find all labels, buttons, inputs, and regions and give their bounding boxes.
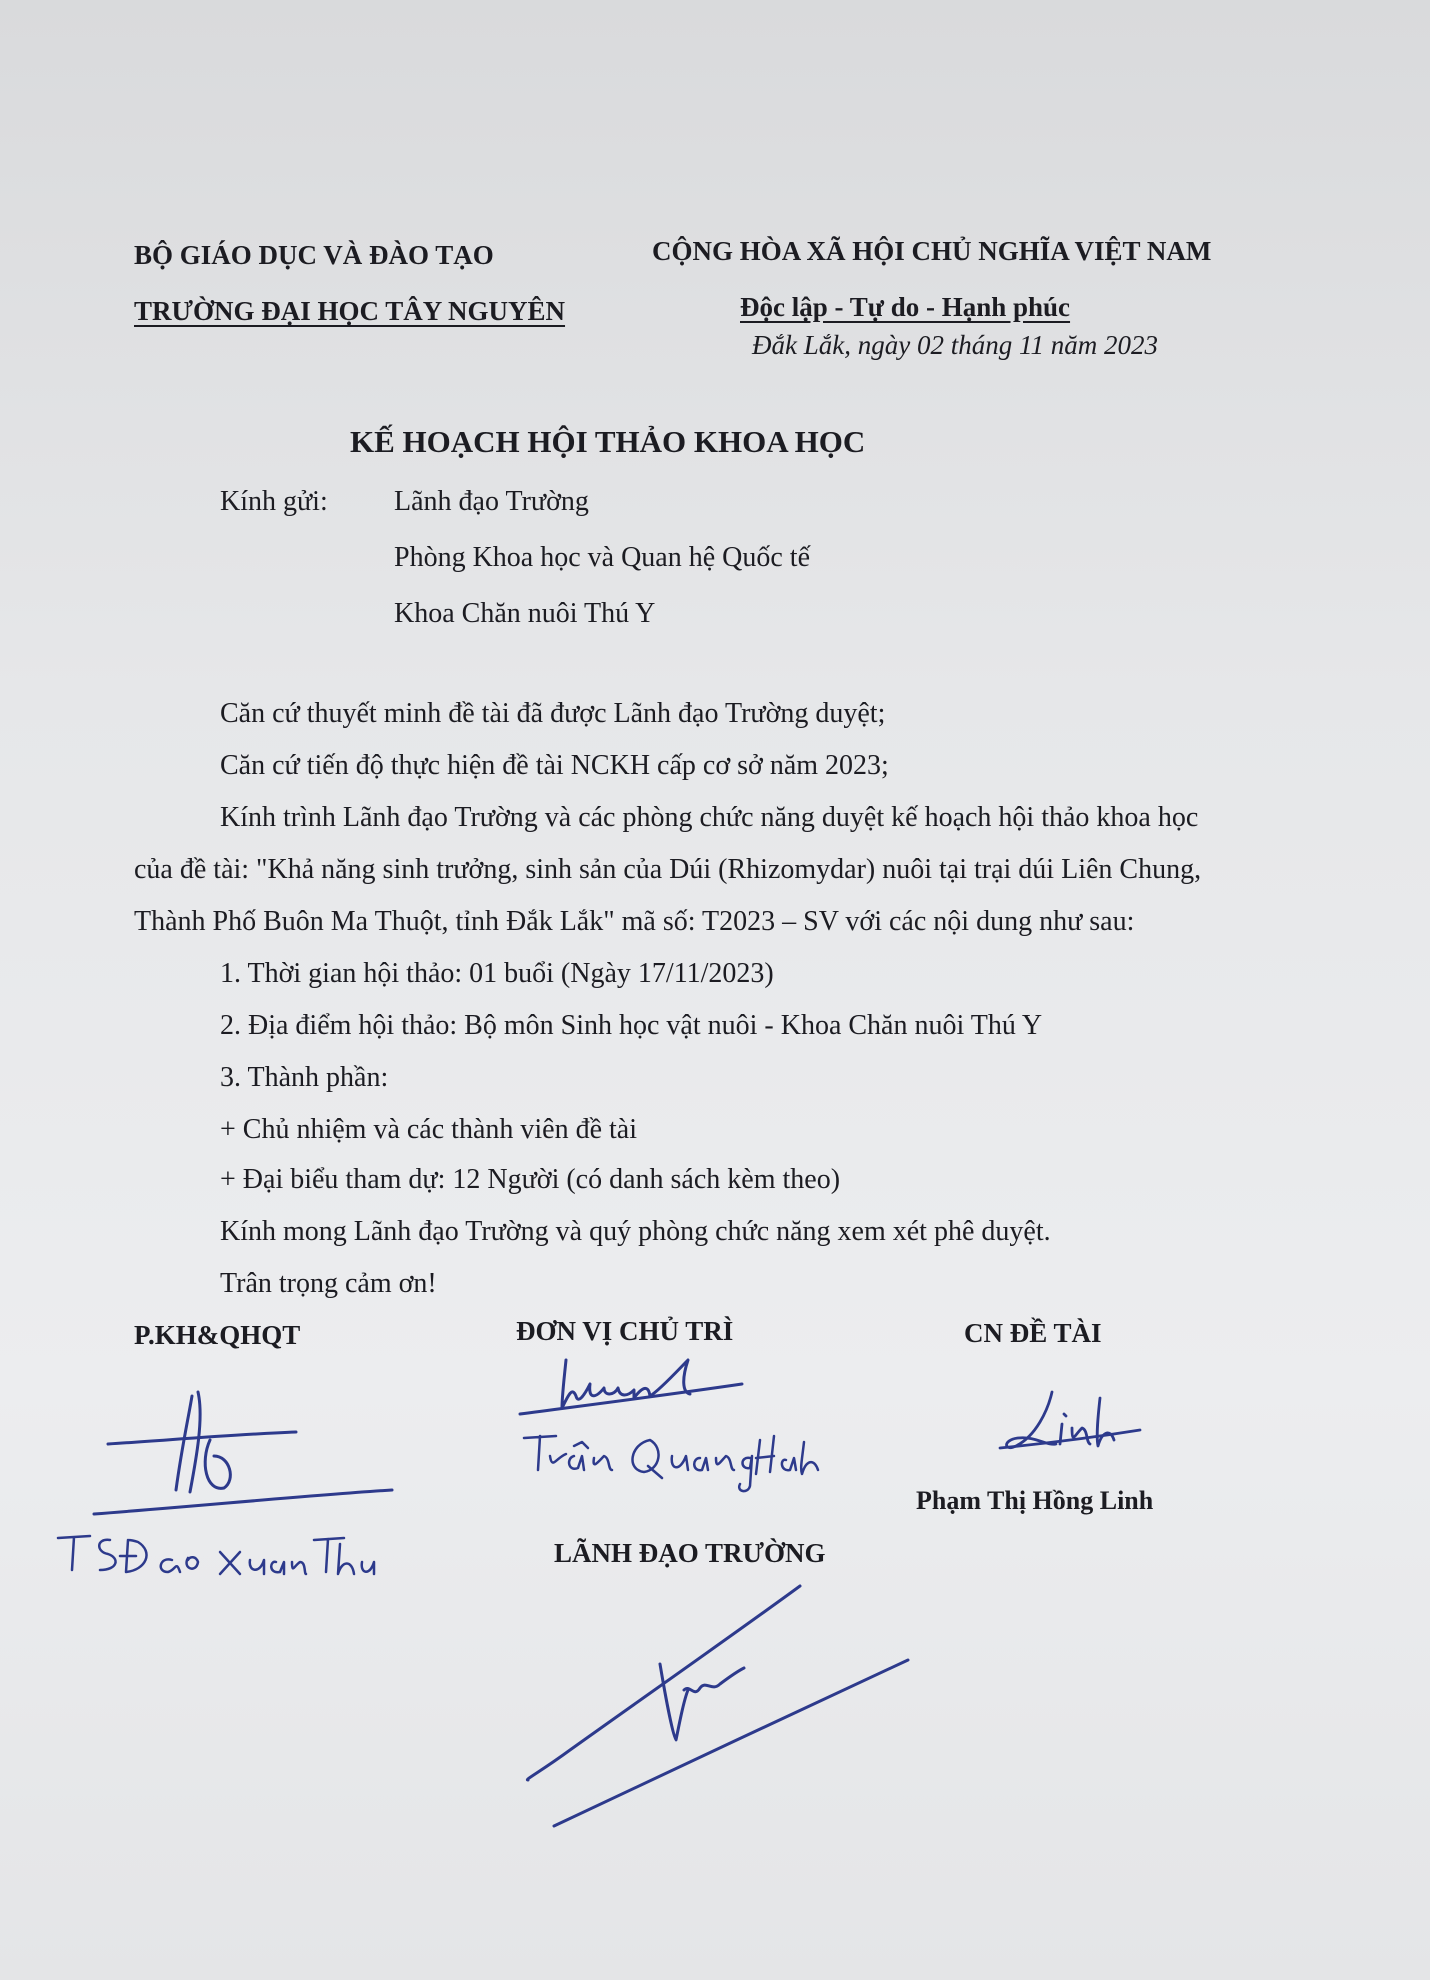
sig-label-science-office: P.KH&QHQT xyxy=(134,1320,301,1350)
basis-line: Căn cứ thuyết minh đề tài đã được Lãnh đạo Trường duyệt; xyxy=(220,698,886,729)
university-name: TRƯỜNG ĐẠI HỌC TÂY NGUYÊN xyxy=(134,296,566,326)
document-title: KẾ HOẠCH HỘI THẢO KHOA HỌC xyxy=(350,424,866,459)
request-paragraph-line: Kính trình Lãnh đạo Trường và các phòng chức năng duyệt kế hoạch hội thảo khoa học xyxy=(220,802,1199,833)
request-paragraph-line: Thành Phố Buôn Ma Thuột, tỉnh Đắk Lắk" mã số: T2023 – SV với các nội dung như sau: xyxy=(134,906,1135,937)
content-subitem: + Đại biểu tham dự: 12 Người (có danh sách kèm theo) xyxy=(220,1164,841,1195)
recipients-label: Kính gửi: xyxy=(220,486,328,517)
sig-label-project-lead: CN ĐỀ TÀI xyxy=(964,1318,1102,1348)
closing-line: Trân trọng cảm ơn! xyxy=(220,1268,437,1299)
request-paragraph-line: của đề tài: "Khả năng sinh trưởng, sinh sản của Dúi (Rhizomydar) nuôi tại trại dúi Liên Chung, xyxy=(134,854,1202,885)
date-line: Đắk Lắk, ngày 02 tháng 11 năm 2023 xyxy=(752,330,1158,360)
content-item: 2. Địa điểm hội thảo: Bộ môn Sinh học vật nuôi - Khoa Chăn nuôi Thú Y xyxy=(220,1010,1043,1041)
sig-label-host-unit: ĐƠN VỊ CHỦ TRÌ xyxy=(516,1316,734,1346)
content-item: 1. Thời gian hội thảo: 01 buổi (Ngày 17/11/2023) xyxy=(220,958,774,989)
recipient-item: Phòng Khoa học và Quan hệ Quốc tế xyxy=(394,542,811,573)
content-item: 3. Thành phần: xyxy=(220,1062,389,1093)
recipient-item: Lãnh đạo Trường xyxy=(394,486,589,517)
recipient-item: Khoa Chăn nuôi Thú Y xyxy=(394,598,656,629)
closing-line: Kính mong Lãnh đạo Trường và quý phòng chức năng xem xét phê duyệt. xyxy=(220,1216,1051,1247)
republic-name: CỘNG HÒA XÃ HỘI CHỦ NGHĨA VIỆT NAM xyxy=(652,236,1212,266)
basis-line: Căn cứ tiến độ thực hiện đề tài NCKH cấp cơ sở năm 2023; xyxy=(220,750,889,781)
ministry-name: BỘ GIÁO DỤC VÀ ĐÀO TẠO xyxy=(134,240,494,270)
project-lead-name: Phạm Thị Hồng Linh xyxy=(916,1486,1154,1515)
sig-label-university-leadership: LÃNH ĐẠO TRƯỜNG xyxy=(554,1538,826,1568)
national-motto: Độc lập - Tự do - Hạnh phúc xyxy=(740,292,1071,322)
content-subitem: + Chủ nhiệm và các thành viên đề tài xyxy=(220,1114,637,1145)
